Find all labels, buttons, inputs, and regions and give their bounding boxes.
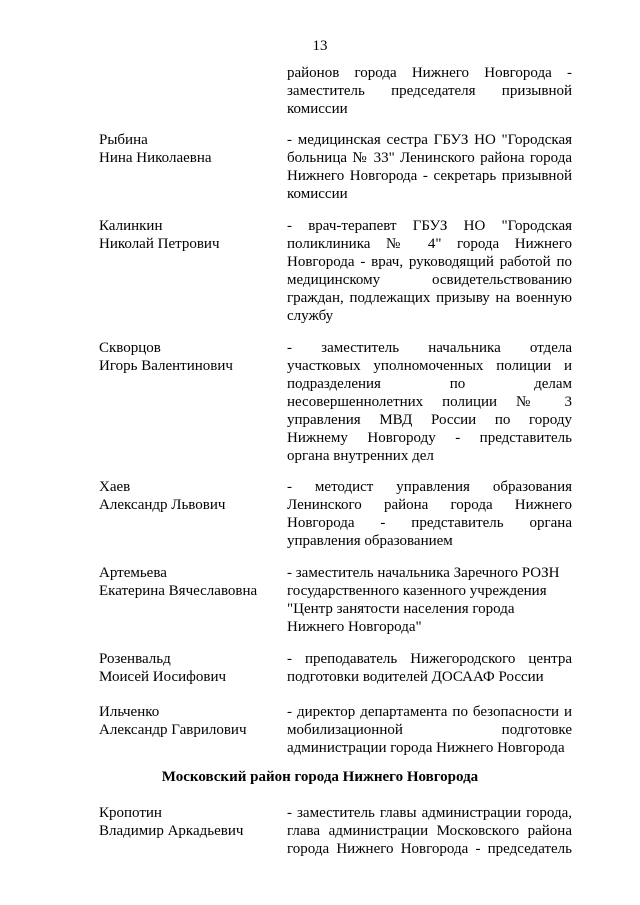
member-name: [99, 478, 279, 514]
member-surname: Ильченко: [99, 704, 160, 720]
member-given-names: Моисей Иосифович: [99, 669, 227, 685]
text-line: "Центр занятости населения города: [287, 601, 515, 617]
text-line: подразделения по делам: [287, 376, 572, 392]
text-line: медицинскому освидетельствованию: [287, 272, 572, 288]
text-line: - преподаватель Нижегородского центра: [287, 651, 572, 667]
member-given-names: Александр Гаврилович: [99, 722, 247, 738]
text-line: заместитель председателя призывной: [287, 83, 572, 99]
text-line: - методист управления образования: [287, 479, 572, 495]
text-line: - медицинская сестра ГБУЗ НО "Городская: [287, 132, 572, 148]
member-surname: Розенвальд: [99, 651, 171, 667]
member-given-names: Игорь Валентинович: [99, 358, 233, 374]
section-heading: Московский район города Нижнего Новгорода: [161, 769, 479, 785]
text-line: Новгорода - врач, руководящий работой по: [287, 254, 572, 270]
text-line: поликлиника № 4" города Нижнего: [287, 236, 572, 252]
member-role: [287, 478, 572, 550]
member-surname: Кропотин: [99, 805, 162, 821]
text-line: больница № 33" Ленинского района города: [287, 150, 572, 166]
member-role: [287, 564, 572, 636]
text-line: службу: [287, 308, 334, 324]
page-number: 13: [312, 38, 328, 54]
text-line: города Нижнего Новгорода - председатель: [287, 841, 572, 857]
member-surname: Рыбина: [99, 132, 148, 148]
text-line: участковых уполномоченных полиции и: [287, 358, 572, 374]
member-name: [99, 217, 279, 253]
text-line: - директор департамента по безопасности и: [287, 704, 572, 720]
text-line: органа внутренних дел: [287, 448, 434, 464]
member-surname: Артемьева: [99, 565, 167, 581]
text-line: Нижнего Новгорода": [287, 619, 422, 635]
member-name: [99, 339, 279, 375]
member-role: [287, 217, 572, 325]
text-line: Нижнего Новгорода - секретарь призывной: [287, 168, 572, 184]
member-name: [99, 564, 279, 600]
member-role: [287, 339, 572, 465]
member-role: [287, 804, 572, 858]
text-line: - врач-терапевт ГБУЗ НО "Городская: [287, 218, 572, 234]
text-line: Ленинского района города Нижнего: [287, 497, 572, 513]
text-line: мобилизационной подготовке: [287, 722, 572, 738]
text-line: - заместитель главы администрации города,: [287, 805, 572, 821]
member-role: [287, 650, 572, 686]
member-given-names: Екатерина Вячеславовна: [99, 583, 258, 599]
text-line: - заместитель начальника отдела: [287, 340, 572, 356]
member-name: [99, 703, 279, 739]
member-given-names: Николай Петрович: [99, 236, 220, 252]
member-given-names: Нина Николаевна: [99, 150, 212, 166]
member-role: [287, 131, 572, 203]
member-surname: Калинкин: [99, 218, 163, 234]
text-line: несовершеннолетних полиции № 3: [287, 394, 572, 410]
text-line: районов города Нижнего Новгорода -: [287, 65, 572, 81]
text-line: глава администрации Московского района: [287, 823, 572, 839]
text-line: граждан, подлежащих призыву на военную: [287, 290, 572, 306]
member-name: [99, 650, 279, 686]
member-given-names: Владимир Аркадьевич: [99, 823, 244, 839]
text-line: управления образованием: [287, 533, 453, 549]
member-surname: Хаев: [99, 479, 131, 495]
member-given-names: Александр Львович: [99, 497, 226, 513]
text-line: государственного казенного учреждения: [287, 583, 547, 599]
text-line: Новгорода - представитель органа: [287, 515, 572, 531]
text-line: комиссии: [287, 101, 348, 117]
text-line: Нижнему Новгороду - представитель: [287, 430, 572, 446]
text-line: комиссии: [287, 186, 348, 202]
text-line: администрации города Нижнего Новгорода: [287, 740, 565, 756]
text-line: - заместитель начальника Заречного РОЗН: [287, 565, 560, 581]
member-role: [287, 703, 572, 757]
text-line: подготовки водителей ДОСААФ России: [287, 669, 544, 685]
text-line: управления МВД России по городу: [287, 412, 572, 428]
member-name: [99, 804, 279, 840]
member-name: [99, 131, 279, 167]
continuation-text: [287, 64, 572, 118]
member-surname: Скворцов: [99, 340, 161, 356]
